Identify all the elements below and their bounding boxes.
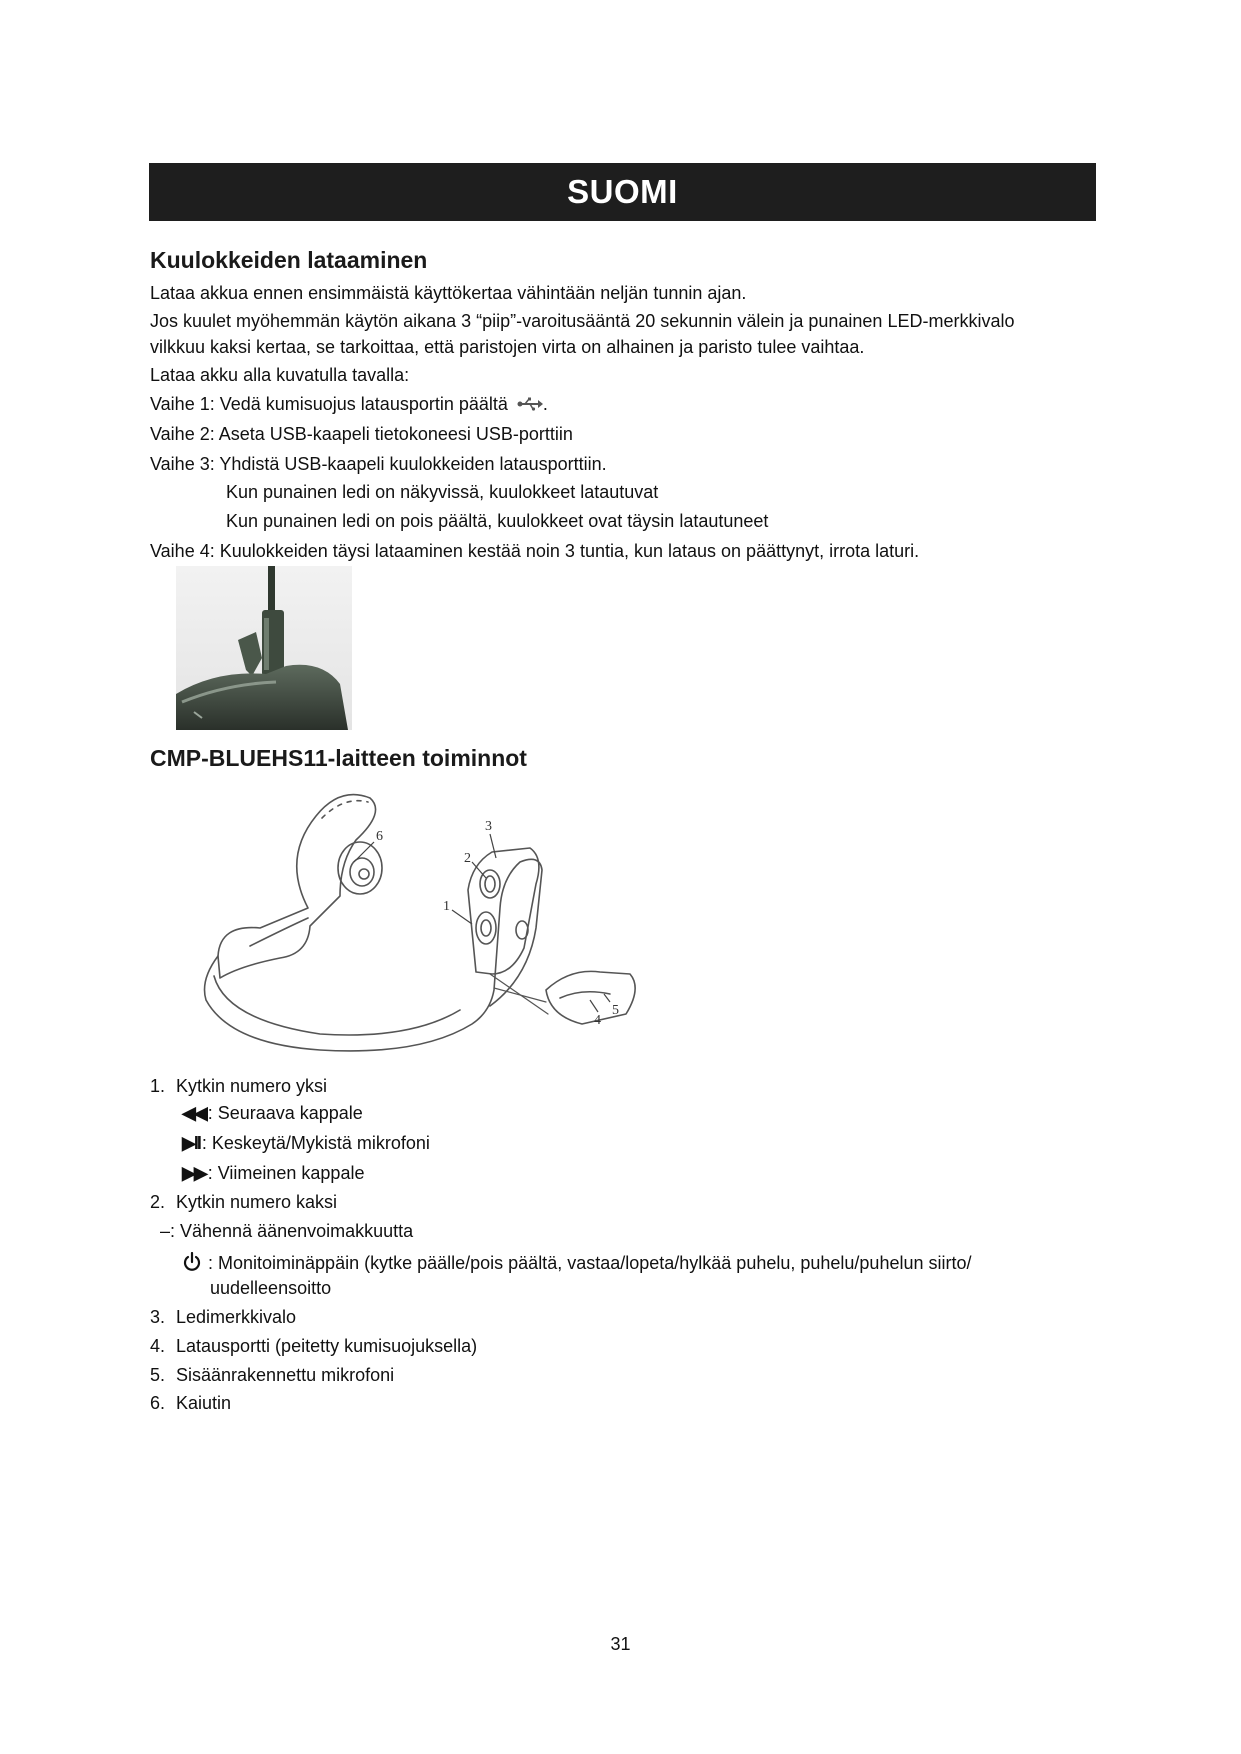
list-item-text: : Monitoiminäppäin (kytke päälle/pois päältä, vastaa/lopeta/hylkää puhelu, puhelu/puhelun siirto/: [208, 1253, 972, 1273]
list-item-text: Latausportti (peitetty kumisuojuksella): [176, 1336, 478, 1356]
power-icon: [182, 1252, 202, 1272]
list-item: –: Vähennä äänenvoimakkuutta: [160, 1221, 414, 1241]
callout-6: 6: [376, 829, 383, 844]
list-item: [150, 1076, 327, 1097]
list-item-text: Sisäänrakennettu mikrofoni: [176, 1365, 395, 1385]
list-item: [150, 1365, 394, 1386]
list-item-number: 4.: [150, 1336, 166, 1356]
list-item-text: : Viimeinen kappale: [207, 1163, 365, 1183]
charging-para2-line1: Jos kuulet myöhemmän käytön aikana 3 “piip”-varoitusääntä 20 sekunnin välein ja punainen LED-merkkivalo: [150, 311, 1015, 331]
list-item-continuation: uudelleensoitto: [210, 1278, 332, 1298]
previous-track-icon: ◀◀: [182, 1103, 206, 1123]
list-item: [150, 1336, 477, 1357]
list-item-text: : Keskeytä/Mykistä mikrofoni: [201, 1133, 430, 1153]
charging-port-photo: [176, 566, 352, 730]
list-item-number: 5.: [150, 1365, 166, 1385]
list-item: [182, 1103, 363, 1124]
step-1: [150, 391, 548, 417]
list-item-text: Kaiutin: [176, 1393, 232, 1413]
play-pause-icon: ▶II: [182, 1133, 200, 1153]
callout-4: 4: [594, 1013, 601, 1028]
list-item-text: Kytkin numero kaksi: [176, 1192, 338, 1212]
list-item-number: 6.: [150, 1393, 166, 1413]
list-item: [150, 1393, 231, 1414]
callout-1: 1: [443, 899, 450, 914]
step-4: Vaihe 4: Kuulokkeiden täysi lataaminen kestää noin 3 tuntia, kun lataus on päättynyt, irrota laturi.: [150, 541, 920, 561]
step-3-sub2: Kun punainen ledi on pois päältä, kuulokkeet ovat täysin latautuneet: [226, 511, 769, 531]
step-3: Vaihe 3: Yhdistä USB-kaapeli kuulokkeiden latausporttiin.: [150, 454, 607, 474]
list-item-text: : Seuraava kappale: [207, 1103, 363, 1123]
callout-2: 2: [464, 851, 471, 866]
callout-3: 3: [485, 819, 492, 834]
features-heading: CMP-BLUEHS11-laitteen toiminnot: [150, 745, 527, 771]
list-item-text: Kytkin numero yksi: [176, 1076, 328, 1096]
step-3-sub1: Kun punainen ledi on näkyvissä, kuulokkeet latautuvat: [226, 482, 659, 502]
step-1-text: Vaihe 1: Vedä kumisuojus latausportin päältä: [150, 394, 508, 414]
list-item: [182, 1133, 430, 1154]
list-item-number: 3.: [150, 1307, 166, 1327]
next-track-icon: ▶▶: [182, 1163, 206, 1183]
charging-para3: Lataa akku alla kuvatulla tavalla:: [150, 365, 410, 385]
headset-diagram: [190, 778, 710, 1068]
step-2: Vaihe 2: Aseta USB-kaapeli tietokoneesi USB-porttiin: [150, 424, 573, 444]
charging-para2-line2: vilkkuu kaksi kertaa, se tarkoittaa, että paristojen virta on alhainen ja paristo tulee vaihtaa.: [150, 337, 865, 357]
list-item-number: 1.: [150, 1076, 166, 1096]
charging-heading: Kuulokkeiden lataaminen: [150, 247, 428, 273]
list-item: [182, 1163, 364, 1184]
step-1-end: .: [542, 394, 548, 414]
charging-para1: Lataa akkua ennen ensimmäistä käyttökertaa vähintään neljän tunnin ajan.: [150, 283, 747, 303]
callout-5: 5: [612, 1003, 619, 1018]
list-item: [150, 1192, 337, 1213]
usb-icon: [517, 397, 543, 411]
page-number: 31: [610, 1634, 631, 1654]
list-item: [182, 1252, 972, 1274]
list-item: [150, 1307, 296, 1328]
list-item-number: 2.: [150, 1192, 166, 1212]
language-banner: SUOMI: [149, 163, 1096, 221]
list-item-text: Ledimerkkivalo: [176, 1307, 297, 1327]
